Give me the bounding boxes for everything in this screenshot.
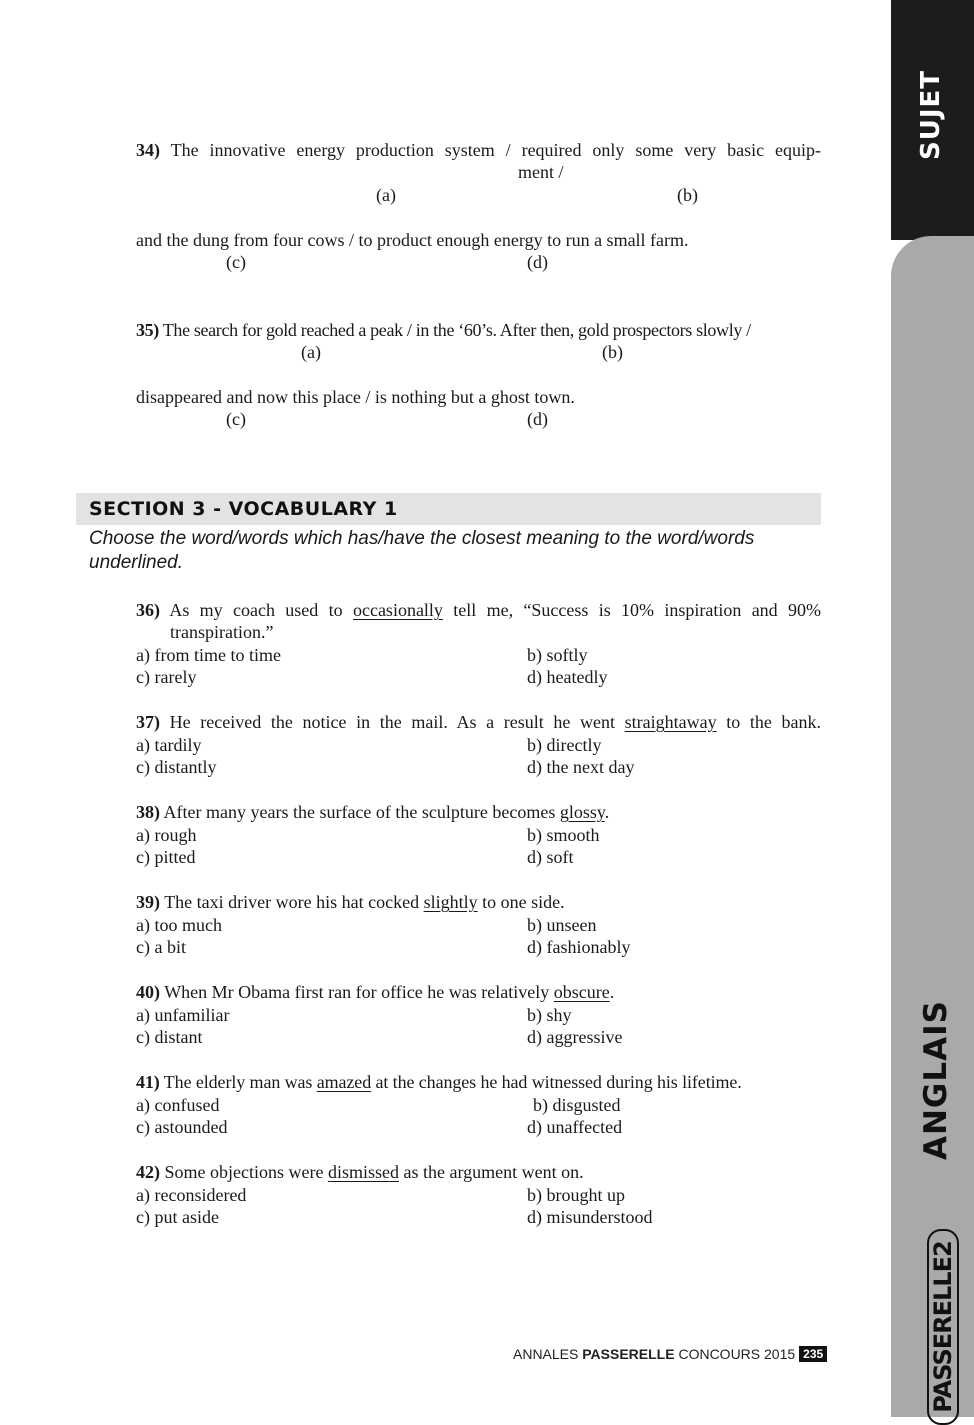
q37-option-b: b) directly (527, 735, 602, 755)
q39-underlined-word: slightly (423, 892, 478, 912)
q36-stem (136, 599, 821, 621)
q36-text-post: tell me, “Success is 10% inspiration and 90% (442, 600, 822, 620)
q42-stem (136, 1161, 584, 1183)
q34-text: The innovative energy production system / required only some very basic equip- (170, 140, 821, 160)
page-number: 235 (799, 1346, 827, 1362)
q42-text-post: as the argument went on. (398, 1162, 584, 1182)
q36-option-a: a) from time to time (136, 645, 281, 665)
q34-line1 (136, 139, 821, 161)
q37-number: 37) (136, 712, 160, 732)
q42-option-b: b) brought up (527, 1185, 625, 1205)
q41-option-c: c) astounded (136, 1117, 228, 1137)
q39-option-d: d) fashionably (527, 937, 631, 957)
q39-option-b: b) unseen (527, 915, 597, 935)
q37-option-d: d) the next day (527, 757, 635, 777)
q40-underlined-word: obscure (553, 982, 610, 1002)
q38-text-post: . (604, 802, 610, 822)
q40-stem (136, 981, 614, 1003)
q37-option-c: c) distantly (136, 757, 217, 777)
q36-underlined-word: occasionally (352, 600, 443, 620)
q37-stem (136, 711, 821, 733)
q38-option-a: a) rough (136, 825, 197, 845)
q36-number: 36) (136, 600, 160, 620)
q38-option-b: b) smooth (527, 825, 600, 845)
q34-marker-b: (b) (677, 185, 698, 205)
q37-text-post: to the bank. (716, 712, 821, 732)
q36-option-d: d) heatedly (527, 667, 608, 687)
q41-text-pre: The elderly man was (163, 1072, 317, 1092)
q42-text-pre: Some objections were (164, 1162, 328, 1182)
q35-marker-c: (c) (226, 409, 246, 429)
q38-text-pre: After many years the surface of the sculpture becomes (163, 802, 560, 822)
q40-number: 40) (136, 982, 160, 1002)
q42-option-d: d) misunderstood (527, 1207, 653, 1227)
sujet-label: SUJET (916, 70, 946, 161)
footer-passerelle: PASSERELLE (582, 1346, 675, 1362)
q34-marker-d: (d) (527, 252, 548, 272)
q36-stem-cont: transpiration.” (170, 622, 274, 642)
q40-option-d: d) aggressive (527, 1027, 623, 1047)
q42-underlined-word: dismissed (327, 1162, 399, 1182)
q41-stem (136, 1071, 742, 1093)
q36-option-c: c) rarely (136, 667, 197, 687)
footer-concours: CONCOURS 2015 (674, 1346, 796, 1362)
q35-text: The search for gold reached a peak / in the ‘60’s. After then, gold prospectors slowly / (162, 320, 751, 340)
q34-line2: and the dung from four cows / to product enough energy to run a small farm. (136, 230, 689, 250)
q37-underlined-word: straightaway (624, 712, 717, 732)
q34-number: 34) (136, 140, 160, 160)
q40-option-b: b) shy (527, 1005, 572, 1025)
q39-option-a: a) too much (136, 915, 222, 935)
q42-number: 42) (136, 1162, 160, 1182)
q40-option-a: a) unfamiliar (136, 1005, 230, 1025)
q38-stem (136, 801, 609, 823)
q38-option-c: c) pitted (136, 847, 196, 867)
q35-marker-a: (a) (301, 342, 321, 362)
q40-option-c: c) distant (136, 1027, 203, 1047)
sujet-tab (891, 0, 974, 240)
q41-option-a: a) confused (136, 1095, 220, 1115)
q41-option-b: b) disgusted (533, 1095, 621, 1115)
section-instructions: Choose the word/words which has/have the closest meaning to the word/words underlined. (89, 528, 755, 573)
q40-text-post: . (609, 982, 615, 1002)
q41-option-d: d) unaffected (527, 1117, 623, 1137)
q39-text-pre: The taxi driver wore his hat cocked (164, 892, 424, 912)
anglais-tab (891, 236, 974, 1417)
q39-stem (136, 891, 565, 913)
q35-line2: disappeared and now this place / is nothing but a ghost town. (136, 387, 575, 407)
q41-text-post: at the changes he had witnessed during his lifetime. (371, 1072, 742, 1092)
q34-marker-c: (c) (226, 252, 246, 272)
q39-text-post: to one side. (477, 892, 565, 912)
q37-text-pre: He received the notice in the mail. As a result he went (169, 712, 625, 732)
q34-line1-cont: ment / (518, 162, 564, 182)
q42-option-a: a) reconsidered (136, 1185, 247, 1205)
q40-text-pre: When Mr Obama first ran for office he was relatively (164, 982, 554, 1002)
footer-annales: ANNALES (513, 1346, 583, 1362)
q36-text-pre: As my coach used to (169, 600, 353, 620)
q42-option-c: c) put aside (136, 1207, 219, 1227)
q41-number: 41) (136, 1072, 160, 1092)
q36-option-b: b) softly (527, 645, 588, 665)
q35-number: 35) (136, 320, 159, 340)
anglais-label: ANGLAIS (918, 1000, 954, 1160)
q41-underlined-word: amazed (316, 1072, 372, 1092)
q35-marker-d: (d) (527, 409, 548, 429)
q35-marker-b: (b) (602, 342, 623, 362)
q34-marker-a: (a) (376, 185, 396, 205)
q35-line1 (136, 319, 751, 341)
q38-underlined-word: glossy (559, 802, 605, 822)
q38-option-d: d) soft (527, 847, 574, 867)
passerelle-logo: PASSERELLE2 (927, 1229, 959, 1425)
q39-number: 39) (136, 892, 160, 912)
q39-option-c: c) a bit (136, 937, 186, 957)
section-title: SECTION 3 - VOCABULARY 1 (89, 498, 398, 520)
page-footer (513, 1346, 827, 1362)
q37-option-a: a) tardily (136, 735, 202, 755)
q38-number: 38) (136, 802, 160, 822)
